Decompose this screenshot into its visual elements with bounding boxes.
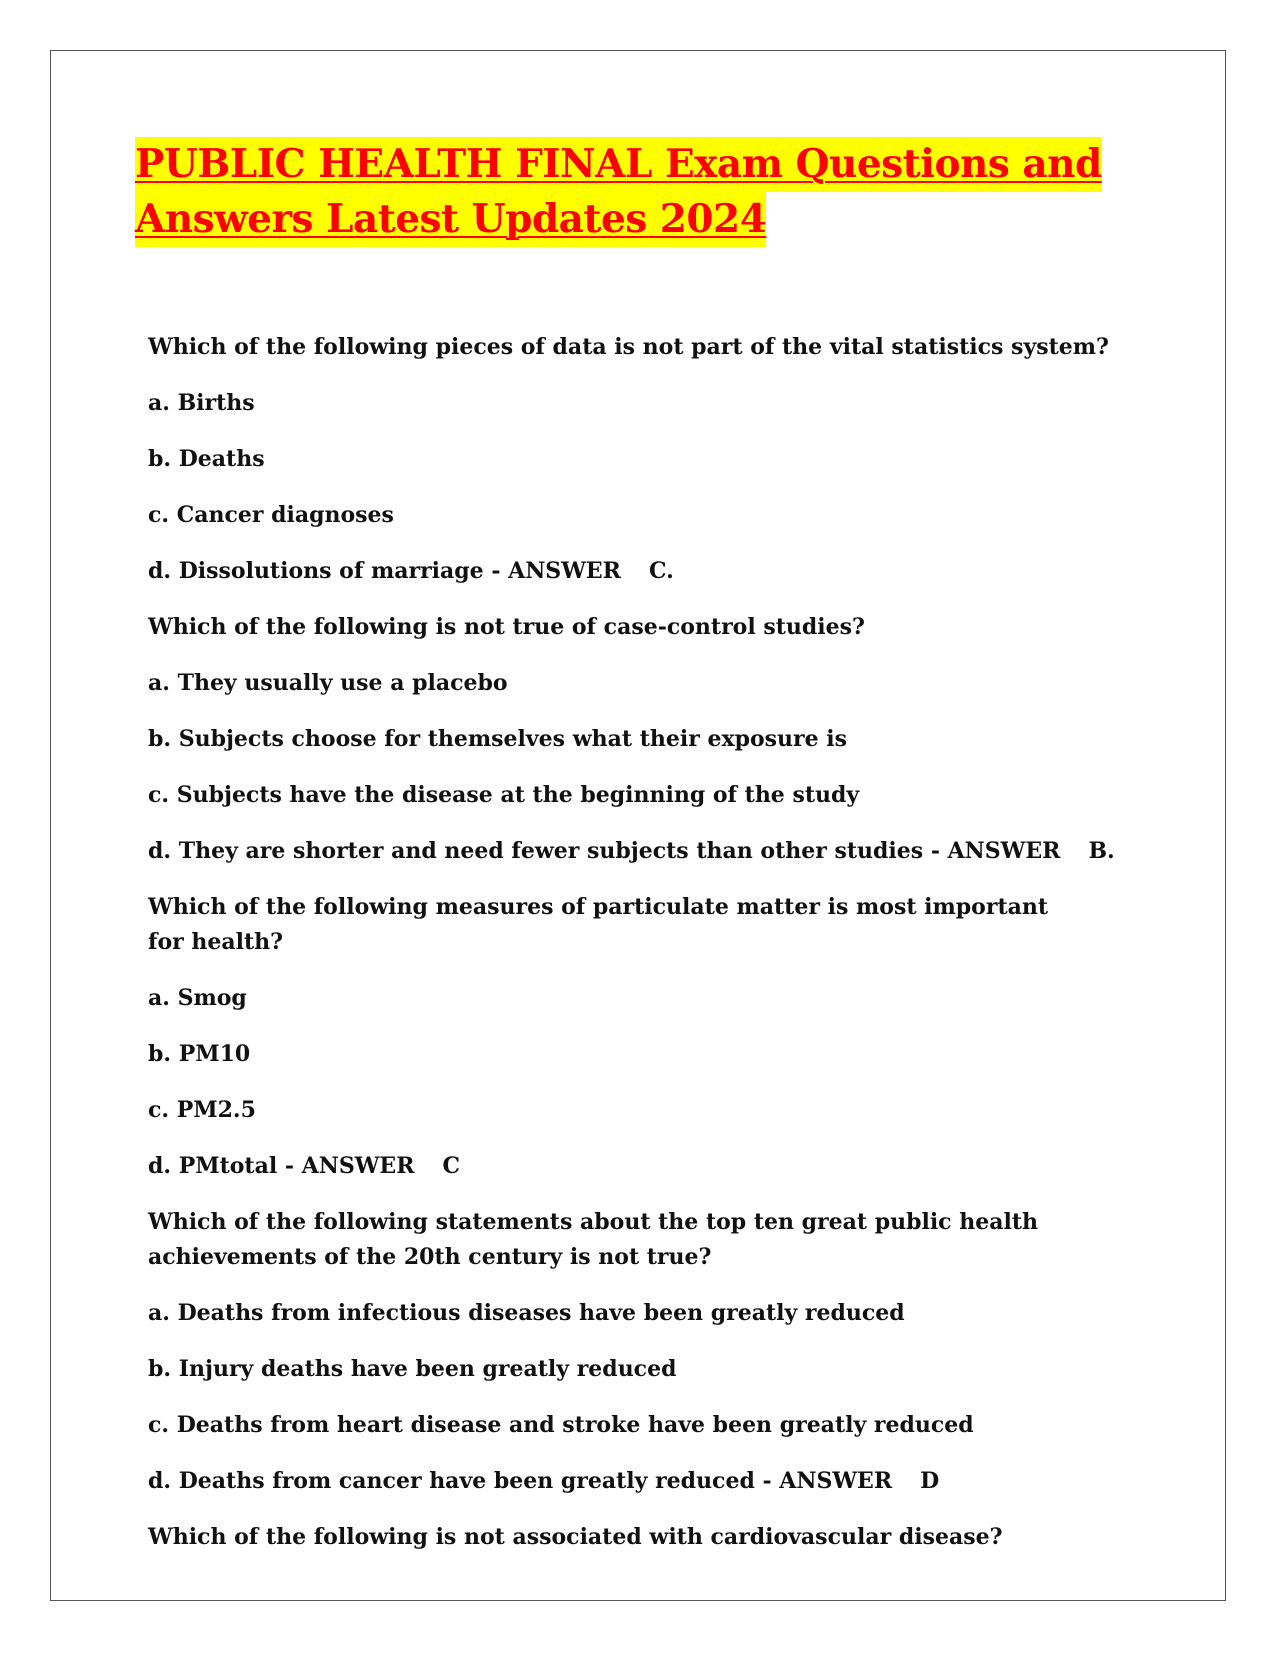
question-4-option-a: a. Deaths from infectious diseases have been greatly reduced — [148, 1300, 905, 1326]
question-1-answer: C. — [648, 558, 674, 584]
question-3-option-c: c. PM2.5 — [148, 1097, 256, 1123]
question-2-option-a: a. They usually use a placebo — [148, 670, 508, 696]
question-1-option-a: a. Births — [148, 390, 255, 416]
question-3-option-a: a. Smog — [148, 985, 247, 1011]
question-list — [148, 330, 1115, 1576]
question-4-option-d — [148, 1464, 1088, 1499]
question-3-option-b: b. PM10 — [148, 1041, 251, 1067]
question-2-option-d-text: d. They are shorter and need fewer subjects than other studies - ANSWER — [148, 838, 1061, 864]
title-line-1: PUBLIC HEALTH FINAL Exam Questions and — [135, 137, 1102, 192]
question-1-option-b: b. Deaths — [148, 446, 265, 472]
question-4-answer: D — [920, 1468, 940, 1494]
question-4-option-c: c. Deaths from heart disease and stroke have been greatly reduced — [148, 1412, 974, 1438]
question-2-text: Which of the following is not true of case-control studies? — [148, 614, 865, 640]
document-title — [135, 137, 1135, 247]
question-1-option-d — [148, 554, 1088, 589]
question-1-option-c: c. Cancer diagnoses — [148, 502, 394, 528]
question-2-answer: B. — [1088, 838, 1115, 864]
question-1-option-d-text: d. Dissolutions of marriage - ANSWER — [148, 558, 621, 584]
question-4-option-d-text: d. Deaths from cancer have been greatly reduced - ANSWER — [148, 1468, 893, 1494]
question-3-option-d-text: d. PMtotal - ANSWER — [148, 1153, 415, 1179]
title-line-2: Answers Latest Updates 2024 — [135, 192, 766, 247]
question-2-option-c: c. Subjects have the disease at the beginning of the study — [148, 782, 860, 808]
question-3-answer: C — [442, 1153, 460, 1179]
question-5-text: Which of the following is not associated with cardiovascular disease? — [148, 1524, 1003, 1550]
question-3-text: Which of the following measures of particulate matter is most important for health? — [148, 894, 1049, 955]
question-3-option-d — [148, 1149, 1088, 1184]
question-4-text: Which of the following statements about the top ten great public health achievements of the 20th century is not true? — [148, 1209, 1038, 1270]
question-2-option-d — [148, 834, 1115, 869]
question-2-option-b: b. Subjects choose for themselves what their exposure is — [148, 726, 848, 752]
question-1-text: Which of the following pieces of data is not part of the vital statistics system? — [148, 334, 1109, 360]
question-4-option-b: b. Injury deaths have been greatly reduced — [148, 1356, 677, 1382]
